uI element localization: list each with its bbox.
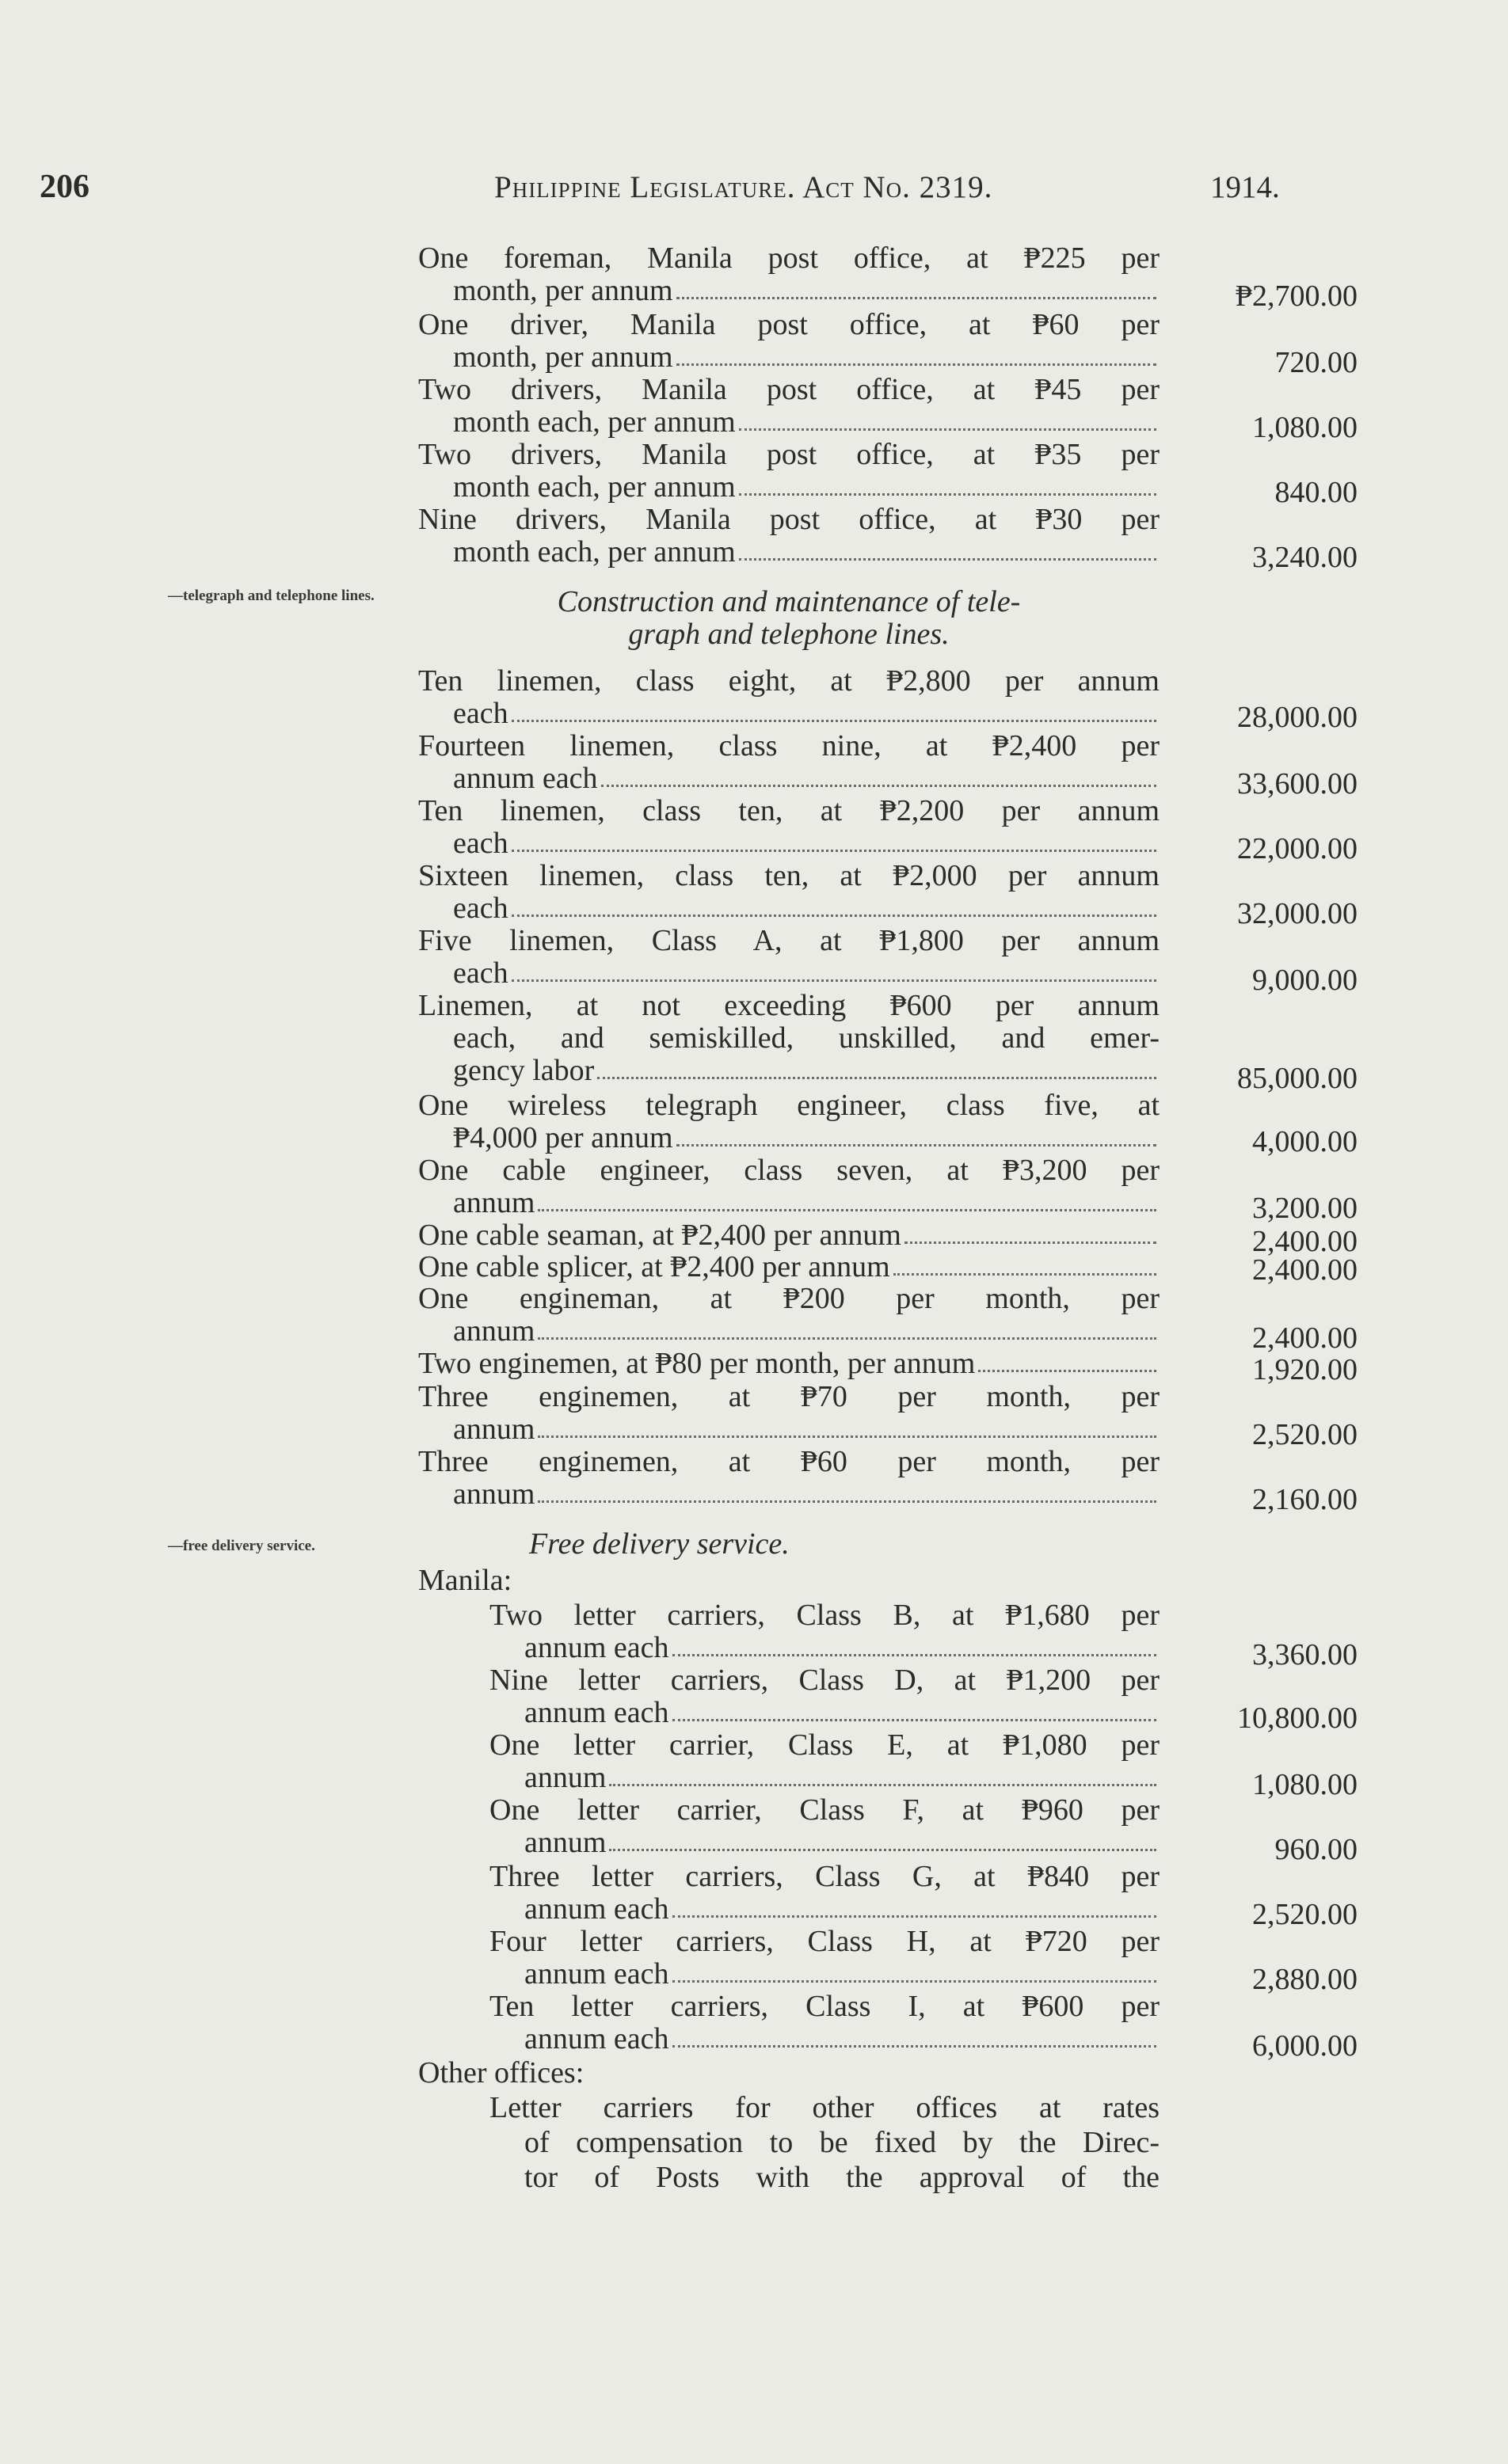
amount: 10,800.00 bbox=[1237, 1702, 1358, 1735]
entry-linemen-nine: Fourteen linemen, class nine, at ₱2,400 per annum each bbox=[418, 729, 1160, 795]
entry-two-enginemen: Two enginemen, at ₱80 per month, per annum bbox=[418, 1348, 1160, 1380]
amount: 1,080.00 bbox=[1252, 411, 1358, 444]
entry-wireless-engineer: One wireless telegraph engineer, class five, at ₱4,000 per annum bbox=[418, 1089, 1160, 1154]
entry-drivers-35: Two drivers, Manila post office, at ₱35 per month each, per annum bbox=[418, 438, 1160, 504]
entry-carriers-g: Three letter carriers, Class G, at ₱840 per annum each bbox=[489, 1860, 1160, 1926]
entry-linemen-ten-2000: Sixteen linemen, class ten, at ₱2,000 per annum each bbox=[418, 859, 1160, 925]
entry-carriers-h: Four letter carriers, Class H, at ₱720 per annum each bbox=[489, 1925, 1160, 1991]
subheading-manila: Manila: bbox=[418, 1564, 512, 1597]
entry-carriers-b: Two letter carriers, Class B, at ₱1,680 per annum each bbox=[489, 1599, 1160, 1664]
entry-carriers-d: Nine letter carriers, Class D, at ₱1,200 per annum each bbox=[489, 1664, 1160, 1729]
entry-drivers-45: Two drivers, Manila post office, at ₱45 per month each, per annum bbox=[418, 373, 1160, 439]
amount: 3,360.00 bbox=[1252, 1638, 1358, 1671]
amount: 22,000.00 bbox=[1237, 832, 1358, 865]
entry-linemen-eight: Ten linemen, class eight, at ₱2,800 per annum each bbox=[418, 664, 1160, 730]
entry-cable-engineer: One cable engineer, class seven, at ₱3,200 per annum bbox=[418, 1154, 1160, 1219]
entry-linemen-class-a: Five linemen, Class A, at ₱1,800 per annum each bbox=[418, 924, 1160, 990]
section-heading-telegraph: Construction and maintenance of tele- graph and telephone lines. bbox=[557, 585, 1021, 651]
amount: ₱2,700.00 bbox=[1235, 279, 1358, 313]
amount: 960.00 bbox=[1274, 1833, 1358, 1866]
entry-three-enginemen-70: Three enginemen, at ₱70 per month, per annum bbox=[418, 1380, 1160, 1446]
amount: 2,160.00 bbox=[1252, 1483, 1358, 1516]
entry-carrier-f: One letter carrier, Class F, at ₱960 per annum bbox=[489, 1793, 1160, 1859]
amount: 2,520.00 bbox=[1252, 1898, 1358, 1931]
amount: 6,000.00 bbox=[1252, 2029, 1358, 2063]
amount: 85,000.00 bbox=[1237, 1062, 1358, 1095]
other-offices-paragraph: Letter carriers for other offices at rates of compensation to be fixed by the Direc- tor of Posts with the approval of the bbox=[489, 2091, 1160, 2194]
entry-engineman: One engineman, at ₱200 per month, per annum bbox=[418, 1282, 1160, 1348]
entry-carrier-e: One letter carrier, Class E, at ₱1,080 per annum bbox=[489, 1728, 1160, 1794]
entry-foreman: One foreman, Manila post office, at ₱225 per month, per annum bbox=[418, 241, 1160, 307]
amount: 9,000.00 bbox=[1252, 964, 1358, 997]
entry-carriers-i: Ten letter carriers, Class I, at ₱600 per annum each bbox=[489, 1990, 1160, 2055]
amount: 1,080.00 bbox=[1252, 1768, 1358, 1801]
amount: 840.00 bbox=[1274, 476, 1358, 509]
entry-drivers-30: Nine drivers, Manila post office, at ₱30 per month each, per annum bbox=[418, 503, 1160, 568]
amount: 4,000.00 bbox=[1252, 1125, 1358, 1158]
amount: 2,400.00 bbox=[1252, 1225, 1358, 1258]
entry-three-enginemen-60: Three enginemen, at ₱60 per month, per annum bbox=[418, 1445, 1160, 1511]
subheading-other-offices: Other offices: bbox=[418, 2056, 585, 2089]
margin-note-free-delivery: —free delivery service. bbox=[168, 1538, 315, 1554]
page-number: 206 bbox=[40, 169, 89, 205]
amount: 2,520.00 bbox=[1252, 1418, 1358, 1451]
margin-note-telegraph: —telegraph and telephone lines. bbox=[168, 587, 375, 604]
running-title: Philippine Legislature. Act No. 2319. bbox=[494, 170, 993, 204]
amount: 720.00 bbox=[1274, 346, 1358, 379]
amount: 28,000.00 bbox=[1237, 701, 1358, 734]
entry-linemen-labor: Linemen, at not exceeding ₱600 per annum each, and semiskilled, unskilled, and emer- gency labor bbox=[418, 989, 1160, 1087]
amount: 2,400.00 bbox=[1252, 1253, 1358, 1287]
entry-cable-splicer: One cable splicer, at ₱2,400 per annum bbox=[418, 1251, 1160, 1283]
page-header bbox=[40, 168, 1339, 215]
amount: 2,400.00 bbox=[1252, 1321, 1358, 1355]
entry-driver-60: One driver, Manila post office, at ₱60 per month, per annum bbox=[418, 308, 1160, 374]
amount: 2,880.00 bbox=[1252, 1963, 1358, 1996]
entry-linemen-ten-2200: Ten linemen, class ten, at ₱2,200 per annum each bbox=[418, 794, 1160, 860]
amount: 3,240.00 bbox=[1252, 541, 1358, 574]
amount: 1,920.00 bbox=[1252, 1353, 1358, 1386]
header-year: 1914. bbox=[1210, 170, 1280, 204]
amount: 33,600.00 bbox=[1237, 767, 1358, 800]
amount: 3,200.00 bbox=[1252, 1192, 1358, 1225]
section-heading-free-delivery: Free delivery service. bbox=[529, 1527, 790, 1561]
entry-cable-seaman: One cable seaman, at ₱2,400 per annum bbox=[418, 1219, 1160, 1252]
amount: 32,000.00 bbox=[1237, 897, 1358, 930]
